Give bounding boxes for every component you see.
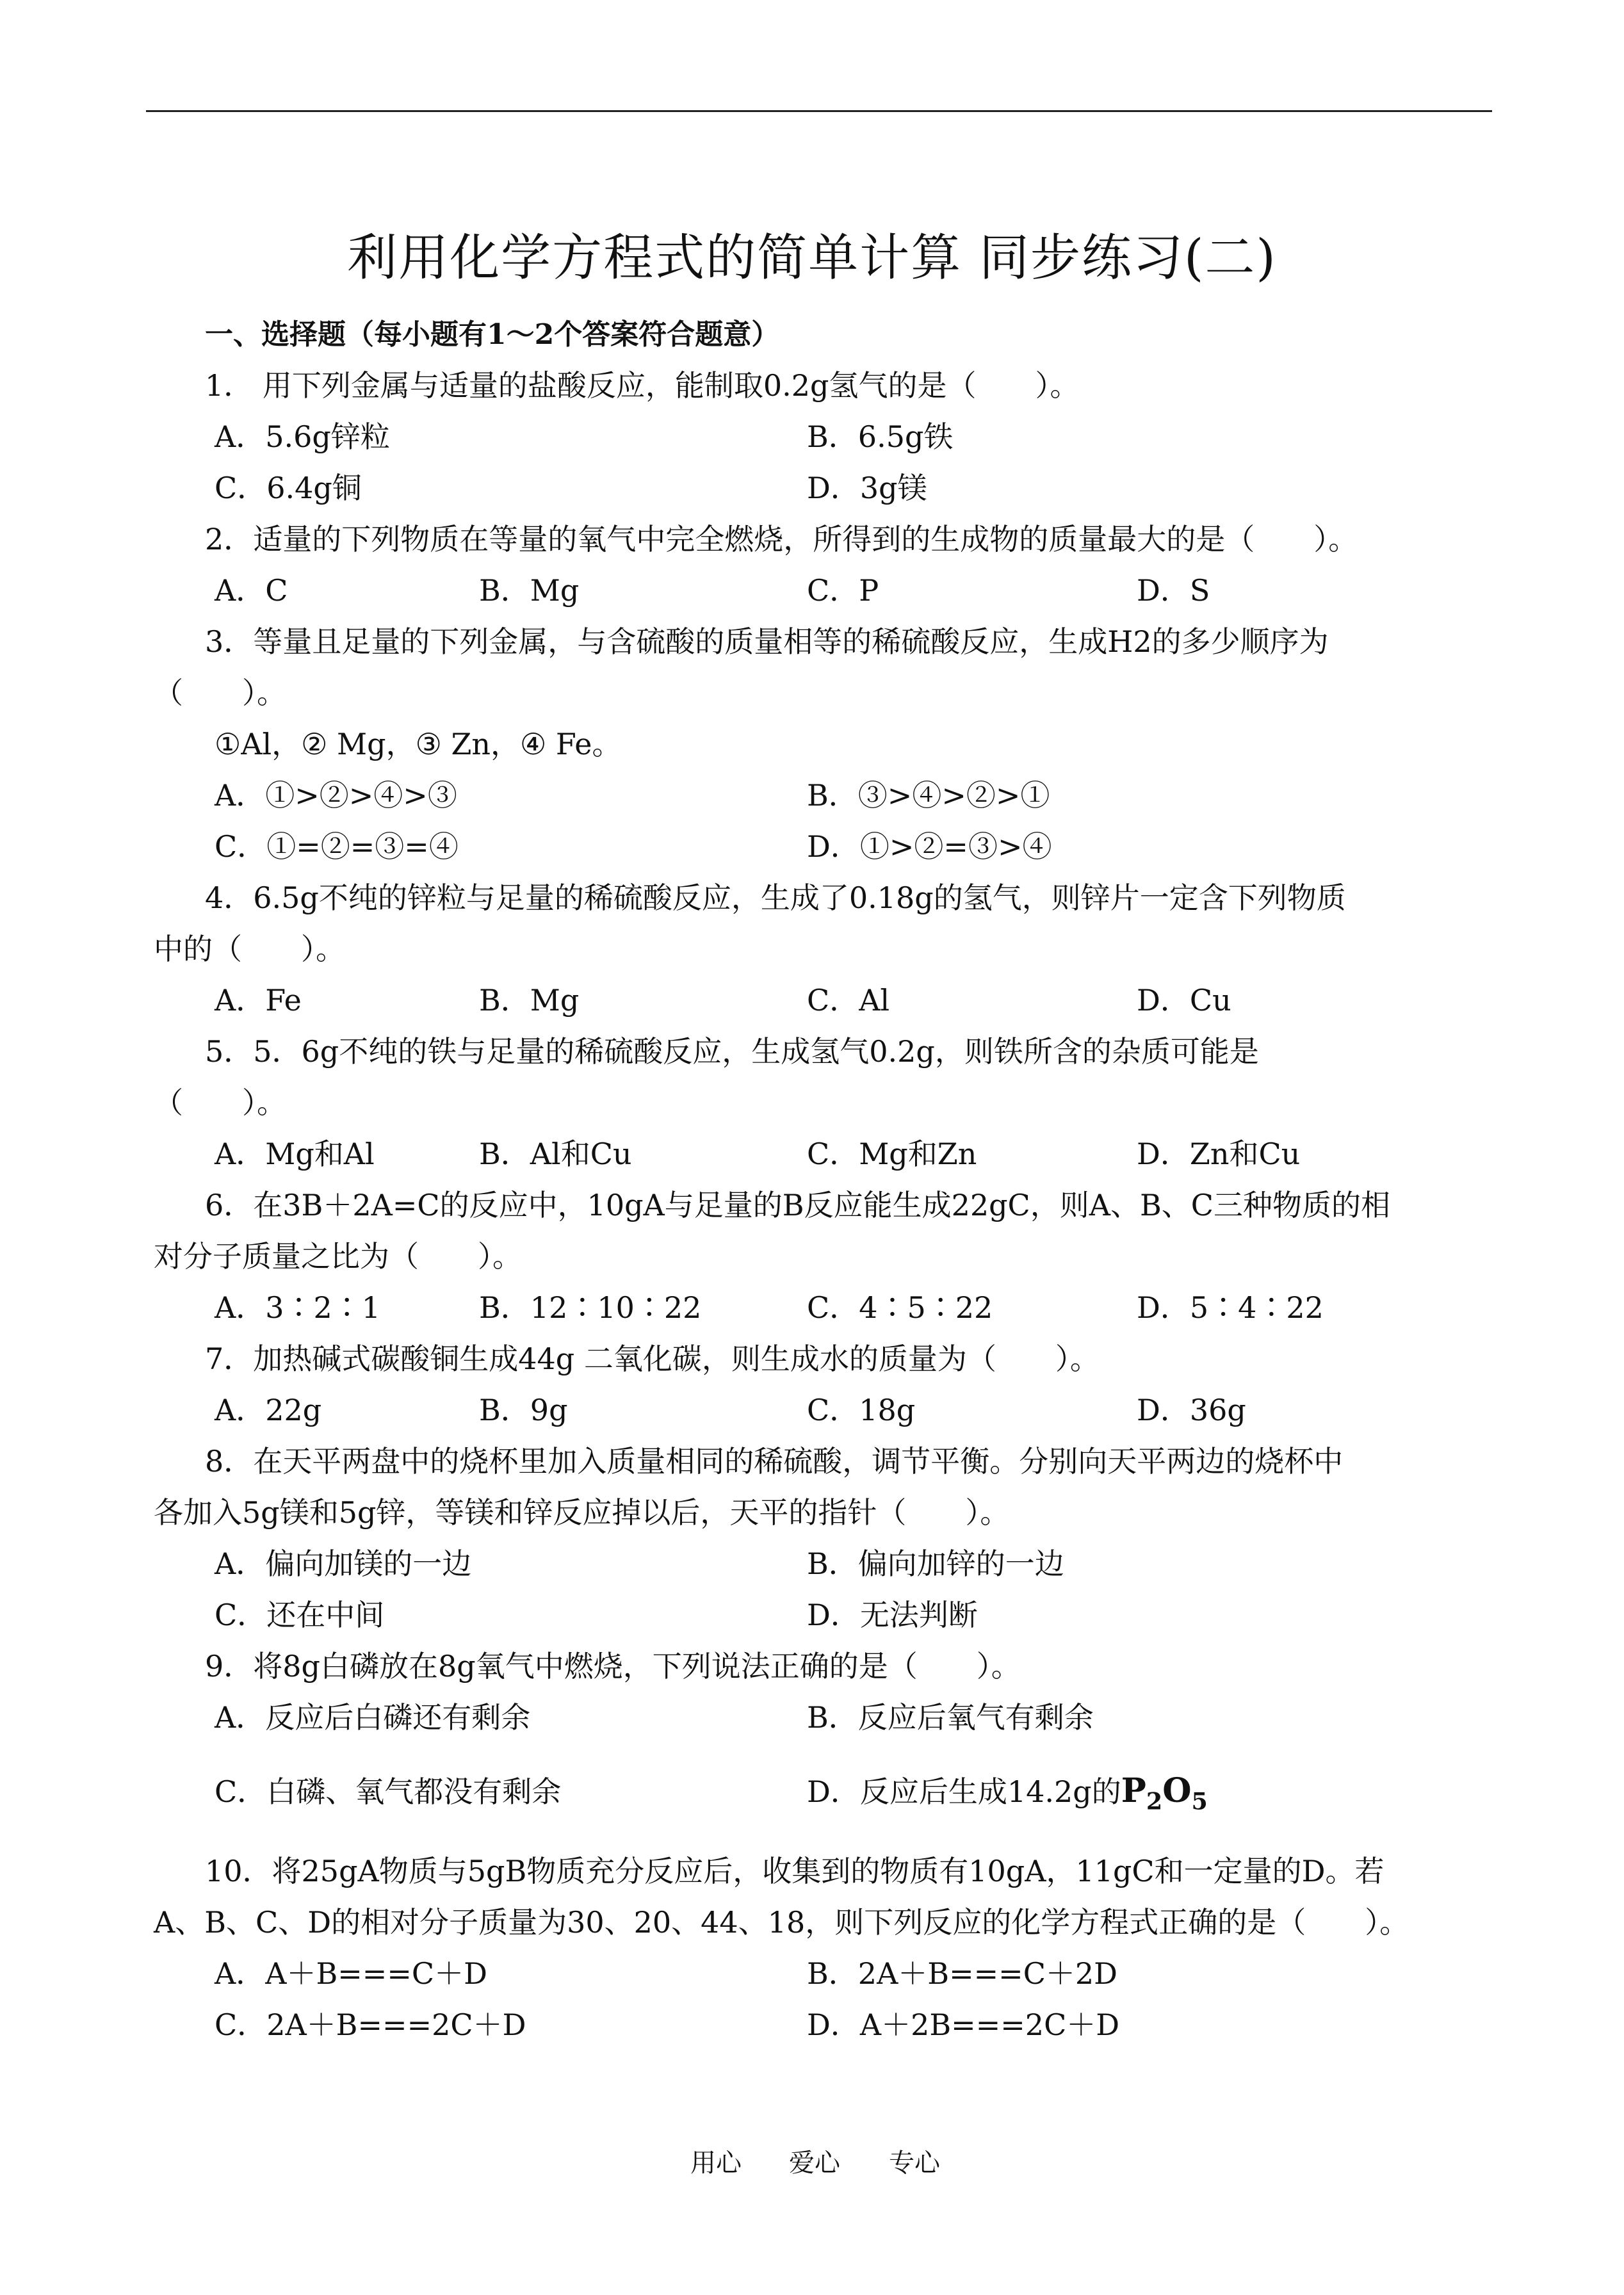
q9-option-a: A．反应后白磷还有剩余 (215, 1700, 531, 1735)
q2-option-a: A．C (215, 573, 288, 608)
question-5-stem-cont: （ ）。 (154, 1085, 286, 1120)
q4-option-a: A．Fe (215, 983, 302, 1018)
question-1-stem: 1． 用下列金属与适量的盐酸反应，能制取0.2g氢气的是（ ）。 (205, 368, 1080, 403)
q2-option-b: B．Mg (479, 573, 580, 608)
footer-text-3: 专心 (889, 2148, 940, 2178)
q3-metal-list: ①Al，② Mg，③ Zn，④ Fe。 (215, 727, 622, 761)
q9-option-d-text: D．反应后生成14.2g的 (807, 1774, 1121, 1809)
q10-option-a: A．A＋B===C＋D (215, 1956, 487, 1991)
q9-option-d (807, 1769, 1208, 1815)
q4-option-d: D．Cu (1137, 983, 1231, 1018)
q7-option-d: D．36g (1137, 1393, 1246, 1427)
q3-option-c: C．①=②=③=④ (215, 829, 459, 864)
q7-option-a: A．22g (215, 1393, 322, 1427)
q6-option-b: B．12∶10∶22 (479, 1290, 702, 1325)
section-heading: 一、选择题（每小题有1～2个答案符合题意） (205, 318, 780, 351)
p2o5-formula: $P_2O_5$ (1121, 1771, 1208, 1815)
q3-option-a: A．①>②>④>③ (215, 778, 457, 813)
question-6-stem-cont: 对分子质量之比为（ ）。 (154, 1239, 522, 1274)
q4-option-c: C．Al (807, 983, 890, 1018)
question-4-stem: 4．6.5g不纯的锌粒与足量的稀硫酸反应，生成了0.18g的氢气，则锌片一定含下列物质 (205, 880, 1346, 915)
q5-option-d: D．Zn和Cu (1137, 1137, 1301, 1171)
question-7-stem: 7．加热碱式碳酸铜生成44g 二氧化碳，则生成水的质量为（ ）。 (205, 1342, 1100, 1376)
question-2-stem: 2．适量的下列物质在等量的氧气中完全燃烧，所得到的生成物的质量最大的是（ ）。 (205, 522, 1358, 556)
question-4-stem-cont: 中的（ ）。 (154, 932, 345, 966)
question-8-stem: 8．在天平两盘中的烧杯里加入质量相同的稀硫酸，调节平衡。分别向天平两边的烧杯中 (205, 1444, 1344, 1479)
question-3-stem-cont: （ ）。 (154, 676, 286, 710)
q10-option-c: C．2A＋B===2C＋D (215, 2007, 526, 2042)
question-6-stem: 6．在3B＋2A=C的反应中，10gA与足量的B反应能生成22gC，则A、B、C三种物质的相 (205, 1188, 1390, 1222)
q5-option-c: C．Mg和Zn (807, 1137, 977, 1171)
q6-option-a: A．3∶2∶1 (215, 1290, 381, 1325)
q1-option-b: B．6.5g铁 (807, 419, 954, 454)
question-10-stem: 10．将25gA物质与5gB物质充分反应后，收集到的物质有10gA，11gC和一定量的D。若 (205, 1854, 1384, 1888)
q1-option-d: D．3g镁 (807, 471, 927, 505)
q8-option-c: C．还在中间 (215, 1598, 385, 1632)
header-rule (146, 110, 1492, 112)
q5-option-b: B．Al和Cu (479, 1137, 632, 1171)
question-3-stem: 3．等量且足量的下列金属，与含硫酸的质量相等的稀硫酸反应，生成H2的多少顺序为 (205, 624, 1329, 659)
q3-option-d: D．①>②=③>④ (807, 829, 1052, 864)
q3-option-b: B．③>④>②>① (807, 778, 1050, 813)
q2-option-c: C．P (807, 573, 879, 608)
question-5-stem: 5．5．6g不纯的铁与足量的稀硫酸反应，生成氢气0.2g，则铁所含的杂质可能是 (205, 1034, 1259, 1069)
footer-text-1: 用心 (690, 2148, 742, 2178)
question-10-stem-cont: A、B、C、D的相对分子质量为30、20、44、18，则下列反应的化学方程式正确的是（ ）。 (154, 1905, 1409, 1940)
q1-option-a: A．5.6g锌粒 (215, 419, 390, 454)
q8-option-b: B．偏向加锌的一边 (807, 1546, 1064, 1581)
question-9-stem: 9．将8g白磷放在8g氧气中燃烧，下列说法正确的是（ ）。 (205, 1649, 1021, 1683)
q6-option-d: D．5∶4∶22 (1137, 1290, 1324, 1325)
q5-option-a: A．Mg和Al (215, 1137, 375, 1171)
q7-option-c: C．18g (807, 1393, 916, 1427)
page-title: 利用化学方程式的简单计算 同步练习(二) (347, 229, 1277, 287)
q6-option-c: C．4∶5∶22 (807, 1290, 993, 1325)
q1-option-c: C．6.4g铜 (215, 471, 362, 505)
q8-option-d: D．无法判断 (807, 1598, 978, 1632)
q8-option-a: A．偏向加镁的一边 (215, 1546, 472, 1581)
question-8-stem-cont: 各加入5g镁和5g锌，等镁和锌反应掉以后，天平的指针（ ）。 (154, 1495, 1010, 1530)
q9-option-b: B．反应后氧气有剩余 (807, 1700, 1094, 1735)
q9-option-c: C．白磷、氧气都没有剩余 (215, 1774, 562, 1809)
footer-text-2: 爱心 (789, 2148, 840, 2178)
q10-option-b: B．2A＋B===C＋2D (807, 1956, 1118, 1991)
q2-option-d: D．S (1137, 573, 1210, 608)
q10-option-d: D．A＋2B===2C＋D (807, 2007, 1120, 2042)
q4-option-b: B．Mg (479, 983, 580, 1018)
q7-option-b: B．9g (479, 1393, 568, 1427)
